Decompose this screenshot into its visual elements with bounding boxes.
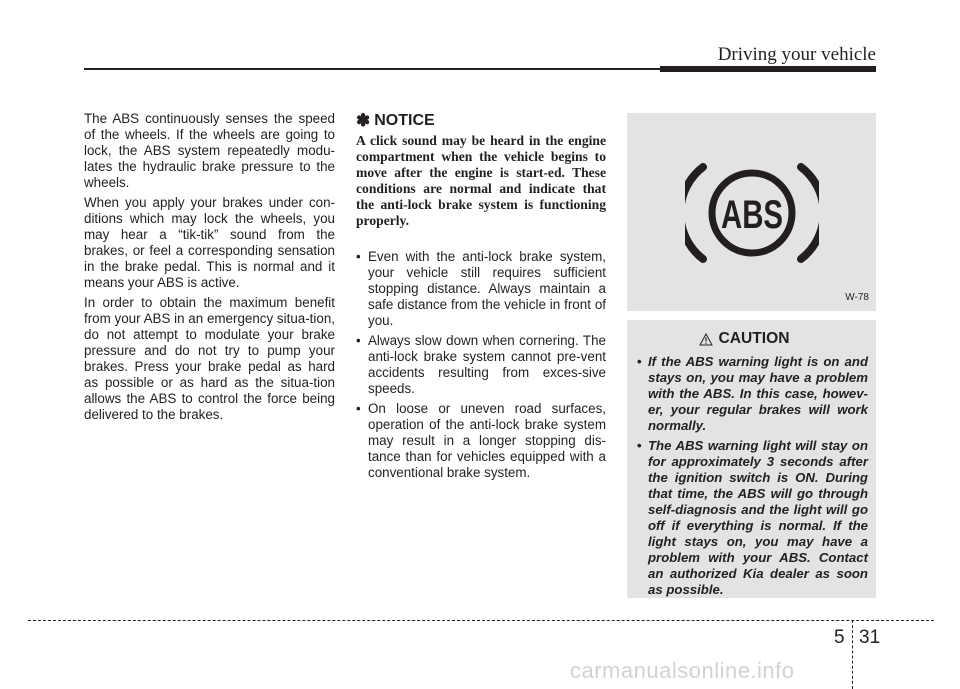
caution-bullet-list xyxy=(635,354,868,598)
notice-asterisk-icon: ✽ xyxy=(356,111,371,130)
list-item: • Always slow down when cornering. The anti-lock brake system cannot pre-vent accidents resulting from exces-sive speeds. xyxy=(356,333,606,397)
abs-icon-label: ABS xyxy=(721,193,783,237)
caution-heading xyxy=(635,330,868,348)
paragraph: In order to obtain the maximum benefit from your ABS in an emergency situa-tion, do not attempt to modulate your brake pressure and do not try to pump your brakes. Press your brake pedal as hard as possible or as hard as the situa-tion allows the ABS to control the force being delivered to the brakes. xyxy=(84,295,335,422)
abs-figure xyxy=(627,113,876,311)
abs-warning-light-icon xyxy=(685,161,819,265)
left-column xyxy=(84,111,335,427)
paragraph: The ABS continuously senses the speed of the wheels. If the wheels are going to lock, the ABS system repeatedly modu-lates the hydraulic brake pressure to the wheels. xyxy=(84,111,335,190)
warning-triangle-icon xyxy=(699,333,713,346)
notice-bullet-list xyxy=(356,249,606,481)
figure-code: W-78 xyxy=(845,292,869,303)
page-number: 31 xyxy=(859,627,881,648)
notice-section xyxy=(356,111,606,485)
notice-text: A click sound may be heard in the engine compartment when the vehicle begins to move after the engine is start-ed. These conditions are normal and indicate that the anti-lock brake system is functioning properly. xyxy=(356,133,606,228)
header-rule xyxy=(84,68,660,70)
notice-title: NOTICE xyxy=(374,112,435,129)
list-item: • Even with the anti-lock brake system, your vehicle still requires sufficient stopping distance. Always maintain a safe distance from the vehicle in front of you. xyxy=(356,249,606,329)
list-item: • If the ABS warning light is on and stays on, you may have a problem with the ABS. In this case, howev-er, your regular brakes will work normally. xyxy=(635,354,868,434)
list-item: • The ABS warning light will stay on for approximately 3 seconds after the ignition switch is ON. During that time, the ABS will go through self-diagnosis and the light will go off if everything is normal. If the light stays on, you may have a problem with your ABS. Contact an authorized Kia dealer as soon as possible. xyxy=(635,438,868,598)
section-number: 5 xyxy=(834,627,845,648)
paragraph: When you apply your brakes under con-ditions which may lock the wheels, you may hear a “tik-tik” sound from the brakes, or feel a corresponding sensation in the brake pedal. This is normal and it means your ABS is active. xyxy=(84,195,335,290)
watermark: carmanualsonline.info xyxy=(570,658,795,683)
list-item: • On loose or uneven road surfaces, operation of the anti-lock brake system may result in a longer stopping dis-tance than for vehicles equipped with a conventional brake system. xyxy=(356,401,606,481)
footer-rule xyxy=(28,620,934,621)
caution-box xyxy=(627,320,876,598)
page-number-divider xyxy=(852,620,853,689)
section-header-title: Driving your vehicle xyxy=(717,44,876,65)
header-rule-accent xyxy=(660,66,876,72)
notice-heading xyxy=(356,111,606,131)
caution-title: CAUTION xyxy=(718,330,790,347)
